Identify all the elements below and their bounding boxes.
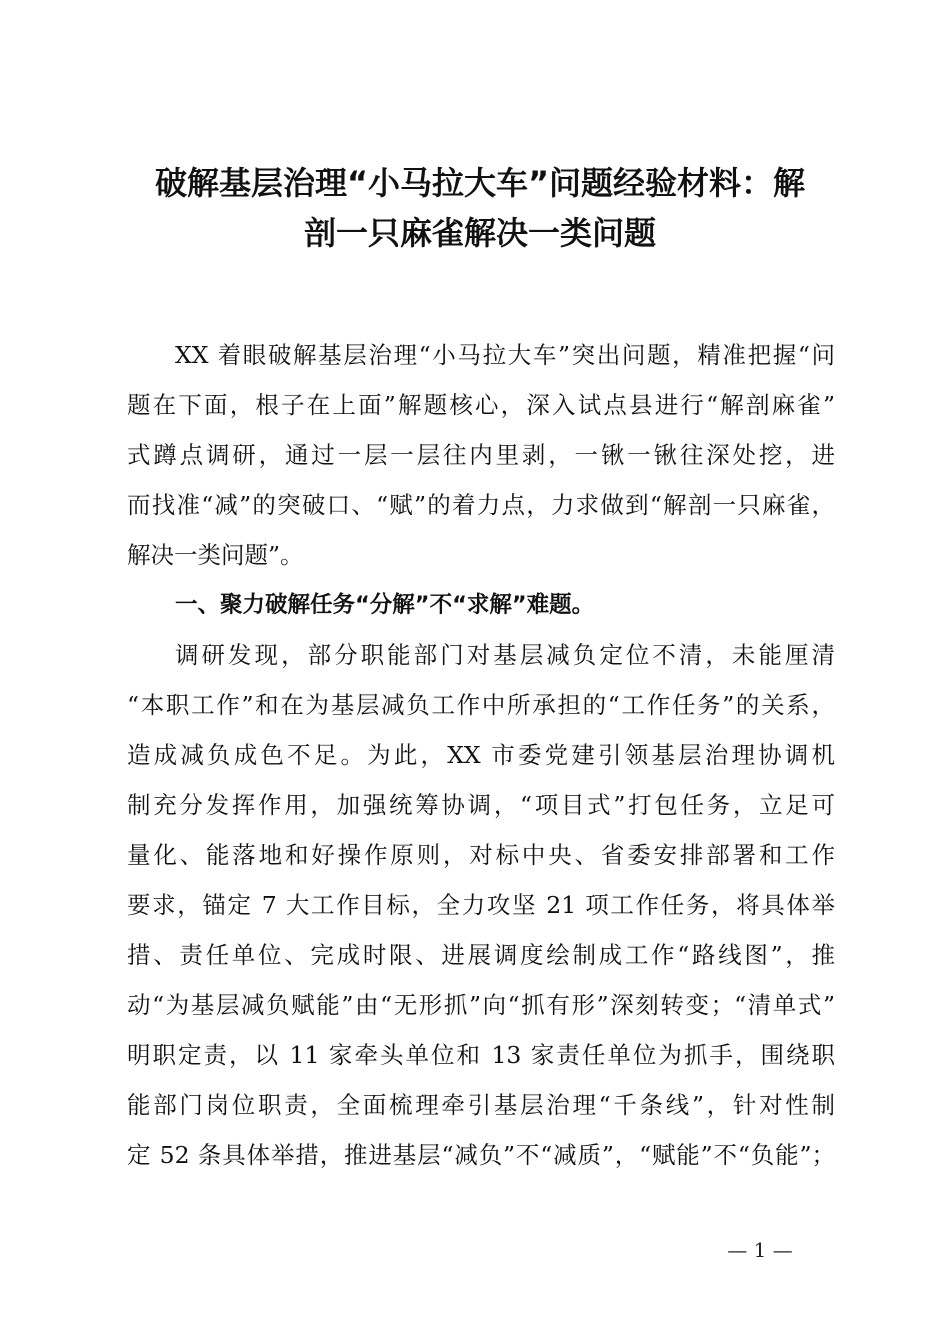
paragraph-line: 题在下面，根子在上面”解题核心，深入试点县进行“解剖麻雀” xyxy=(127,391,835,419)
document-title xyxy=(120,158,840,258)
section-heading: 一、聚力破解任务“分解”不“求解”难题。 xyxy=(175,592,595,618)
paragraph-line: 而找准“减”的突破口、“赋”的着力点，力求做到“解剖一只麻雀， xyxy=(127,491,835,519)
paragraph-line: 能部门岗位职责，全面梳理牵引基层治理“千条线”，针对性制 xyxy=(127,1091,835,1119)
paragraph-line: “本职工作”和在为基层减负工作中所承担的“工作任务”的关系， xyxy=(127,691,835,719)
paragraph-line: 要求，锚定 7 大工作目标，全力攻坚 21 项工作任务，将具体举 xyxy=(127,891,835,919)
document-body xyxy=(127,330,835,1180)
paragraph-line: 造成减负成色不足。为此，XX 市委党建引领基层治理协调机 xyxy=(127,741,835,769)
paragraph-line: 式蹲点调研，通过一层一层往内里剥，一锹一锹往深处挖，进 xyxy=(127,441,835,469)
paragraph-line: 调研发现，部分职能部门对基层减负定位不清，未能厘清 xyxy=(175,641,835,669)
paragraph-line: 定 52 条具体举措，推进基层“减负”不“减质”，“赋能”不“负能”； xyxy=(127,1141,835,1169)
title-line-1: 破解基层治理“小马拉大车”问题经验材料：解 xyxy=(154,164,806,202)
paragraph-line: 明职定责，以 11 家牵头单位和 13 家责任单位为抓手，围绕职 xyxy=(127,1041,835,1069)
paragraph-line: 量化、能落地和好操作原则，对标中央、省委安排部署和工作 xyxy=(127,841,835,869)
page-number: — 1 — xyxy=(727,1238,793,1262)
paragraph-line: 制充分发挥作用，加强统筹协调，“项目式”打包任务，立足可 xyxy=(127,791,835,819)
paragraph-line: 解决一类问题”。 xyxy=(127,541,304,569)
paragraph-line: 措、责任单位、完成时限、进展调度绘制成工作“路线图”，推 xyxy=(127,941,835,969)
paragraph-line: XX 着眼破解基层治理“小马拉大车”突出问题，精准把握“问 xyxy=(175,341,835,369)
paragraph-line: 动“为基层减负赋能”由“无形抓”向“抓有形”深刻转变；“清单式” xyxy=(127,991,835,1019)
title-line-2: 剖一只麻雀解决一类问题 xyxy=(303,214,656,252)
